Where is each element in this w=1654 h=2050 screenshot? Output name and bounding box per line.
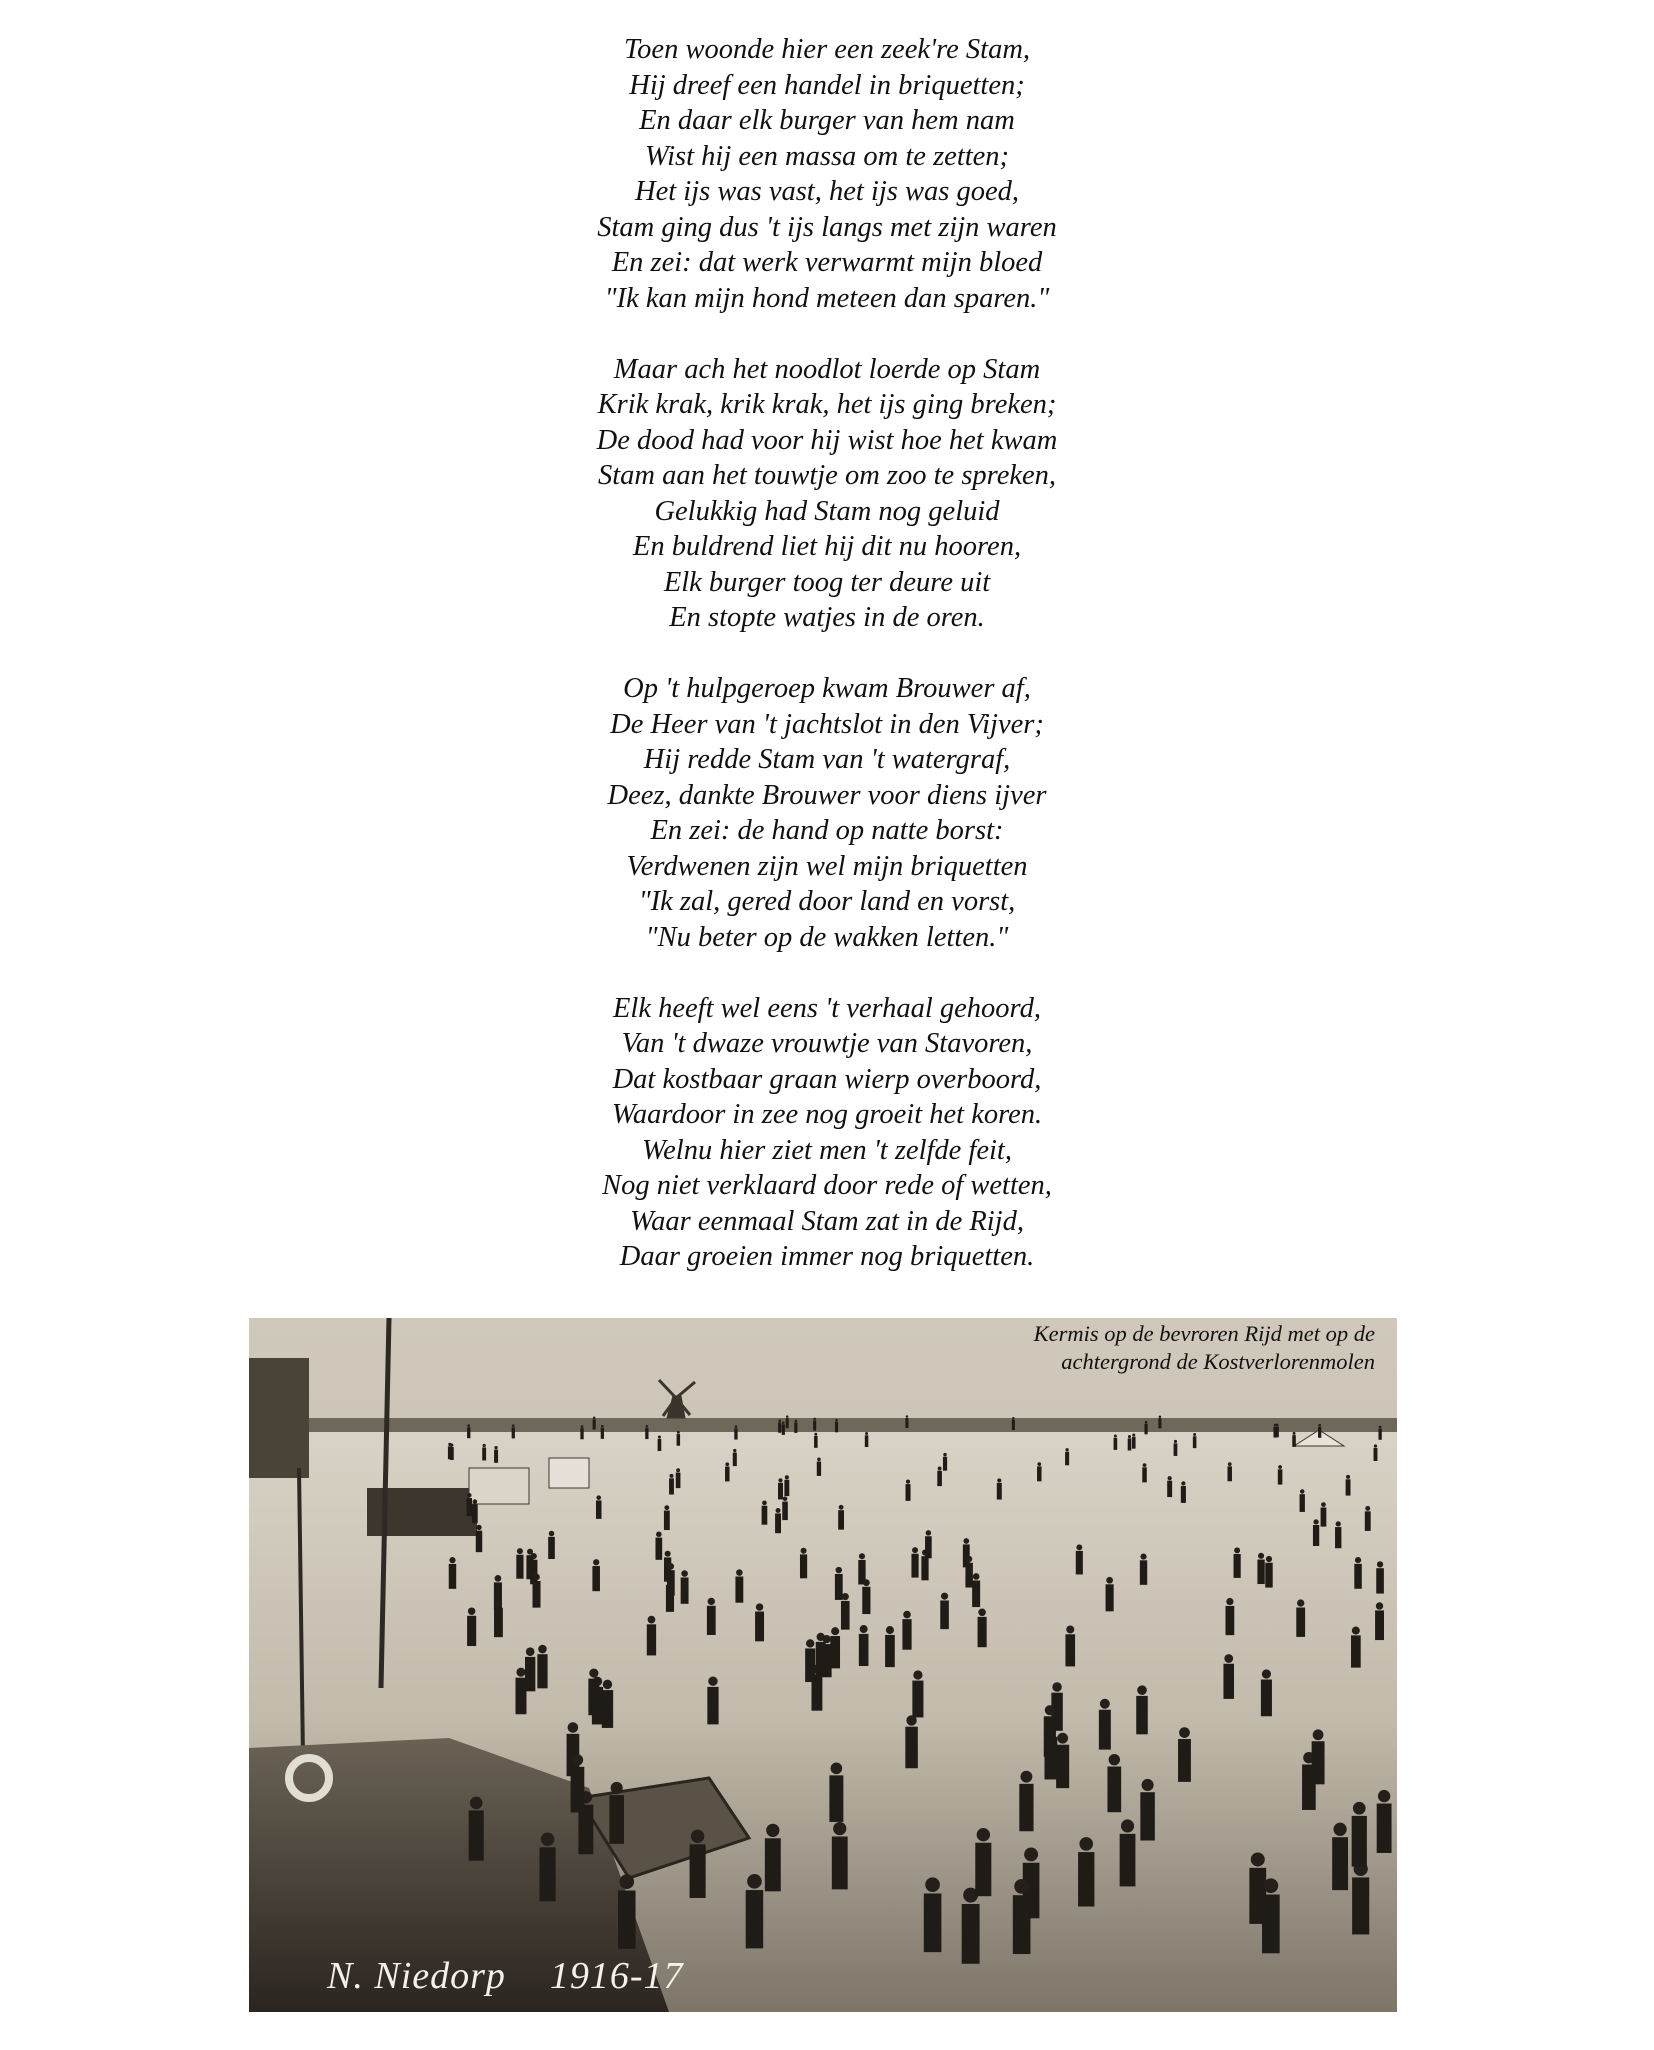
skater-figure [1318,1424,1321,1438]
skater-figure [975,1828,991,1896]
skater-figure [1174,1440,1178,1456]
skater-figure [1375,1602,1384,1640]
skater-figure [658,1436,662,1451]
skater-figure [592,1559,600,1591]
skater-figure [912,1670,923,1717]
skater-figure [1012,1417,1015,1430]
poem-line: Van 't dwaze vrouwtje van Stavoren, [621,1028,1033,1059]
poem-line: Krik krak, krik krak, het ijs ging breken; [597,389,1057,420]
skater-figure [1352,1862,1369,1935]
skater-figure [707,1598,716,1635]
skater-figure [1132,1433,1136,1448]
photo-signature [327,1954,684,1998]
skater-figure [1140,1554,1147,1585]
skater-figure [813,1418,816,1431]
skater-figure [734,1425,737,1439]
poem-line: Op 't hulpgeroep kwam Brouwer af, [623,673,1031,704]
skater-figure [746,1874,763,1948]
skater-figure [1346,1475,1351,1496]
poem-line: Elk burger toog ter deure uit [663,566,991,598]
skater-figure [733,1449,737,1466]
skater-figure [817,1458,821,1476]
poem-line: Gelukkig had Stam nog geluid [654,495,1000,527]
skater-figure [707,1677,718,1725]
skater-figure [450,1443,454,1460]
skater-figure [588,1668,599,1715]
poem-line: En daar elk burger van hem nam [639,105,1015,136]
skater-figure [1265,1556,1272,1588]
poem-line: Maar ach het noodlot loerde op Stam [613,353,1041,385]
skater-figure [1178,1727,1191,1782]
skater-figure [539,1833,555,1902]
skater-figure [841,1593,850,1630]
skater-figure [832,1822,848,1889]
skater-figure [778,1478,783,1499]
poem-line: Nog niet verklaard door rede of wetten, [602,1170,1052,1201]
skater-figure [858,1553,865,1584]
skater-figure [1352,1802,1367,1867]
skater-figure [838,1505,844,1530]
poem-line: De dood had voor hij wist hoe het kwam [596,424,1058,456]
poem-line: Deez, dankte Brouwer voor diens ijver [607,779,1047,811]
skater-figure [609,1782,624,1844]
skater-figure [1037,1462,1041,1481]
skater-figure [1140,1779,1154,1841]
skater-figure [669,1474,674,1495]
skater-figure [1276,1423,1279,1437]
skater-figure [937,1466,942,1486]
skater-figure [482,1444,486,1461]
skater-figure [1181,1481,1186,1503]
skater-figure [571,1754,585,1812]
skater-figure [862,1579,870,1614]
skater-figure [515,1668,526,1715]
poem-line: Stam aan het touwtje om zoo te spreken, [597,460,1057,491]
skater-figure [1193,1433,1197,1448]
skater-figure [1107,1754,1121,1812]
skater-figure [532,1574,540,1608]
skater-figure [782,1421,785,1435]
historic-photo [249,1318,1397,2012]
skater-figure [859,1625,869,1666]
poem-line: Welnu hier ziet men 't zelfde feit, [642,1134,1012,1166]
skater-figure [1044,1705,1056,1757]
skater-figure [1226,1598,1235,1635]
skater-figure [1076,1544,1083,1574]
skater-figure [1099,1699,1111,1750]
poem-line: En zei: dat werk verwarmt mijn bloed [611,247,1043,278]
skater-figure [972,1573,980,1607]
skater-figure [829,1763,843,1822]
skater-figure [1144,1421,1147,1434]
skater-figure [924,1877,942,1952]
poem-line: Dat kostbaar graan wierp overboord, [612,1063,1042,1095]
skater-figure [516,1548,523,1579]
skater-figure [978,1609,987,1648]
skater-figure [512,1424,515,1438]
skater-figure [725,1462,729,1481]
skater-figure [943,1453,947,1471]
skater-figure [835,1567,843,1600]
skater-figure [762,1501,768,1525]
skater-figure [925,1530,932,1558]
skater-figure [1167,1476,1172,1497]
poem-line: Waar eenmaal Stam zat in de Rijd, [630,1205,1024,1237]
poem-line: Hij dreef een handel in briquetten; [629,69,1025,101]
poem-line: Daar groeien immer nog briquetten. [619,1241,1035,1272]
skater-figure [962,1888,980,1964]
skater-figure [906,1479,911,1500]
skater-figure [667,1563,675,1596]
skater-figure [664,1505,670,1530]
poem-line: Verdwenen zijn wel mijn briquetten [626,850,1028,882]
skater-figure [690,1830,706,1898]
poem-line: "Ik zal, gered door land en vorst, [638,886,1016,917]
poem-line: Elk heeft wel eens 't verhaal gehoord, [613,992,1041,1024]
skater-figure [1136,1685,1148,1734]
skater-figure [1223,1654,1234,1699]
skater-figure [602,1680,613,1728]
skater-figure [645,1425,648,1439]
poem-line: Hij redde Stam van 't watergraf, [643,744,1011,775]
skater-figure [786,1415,789,1428]
skater-figure [765,1824,781,1892]
poem-line: En buldrend liet hij dit nu hooren, [632,531,1022,562]
skater-figure [997,1478,1002,1499]
skater-figure [1120,1819,1136,1886]
skater-figure [618,1874,636,1948]
skater-figure [1332,1823,1348,1890]
skater-figure [1278,1465,1283,1484]
skater-figure [1261,1669,1272,1716]
skater-figure [782,1496,788,1520]
skater-figure [1114,1435,1118,1450]
skater-figure [467,1607,476,1646]
skater-figure [1158,1415,1161,1428]
skater-figure [778,1419,781,1432]
skater-figure [805,1639,815,1682]
skater-figure [1257,1553,1264,1584]
skater-figure [1292,1432,1296,1447]
skater-figure [735,1569,743,1602]
poem-line: En zei: de hand op natte borst: [650,815,1004,846]
skater-figure [1128,1435,1132,1450]
skater-figure [784,1475,789,1496]
skater-figure [885,1626,895,1667]
skater-figure [965,1556,972,1588]
skater-figure [548,1531,555,1559]
skater-figure [596,1495,602,1519]
skater-figure [755,1603,764,1641]
poem [0,32,1654,1310]
skater-figure [526,1549,533,1580]
skater-figure [940,1593,949,1630]
poem-line: En stopte watjes in de oren. [669,602,985,633]
skater-figure [1056,1733,1069,1788]
poem-line: De Heer van 't jachtslot in den Vijver; [610,708,1044,740]
skater-figure [1354,1557,1361,1589]
skater-figure [467,1424,470,1438]
skater-figure [794,1420,797,1433]
skater-figure [676,1468,681,1488]
skater-figure [865,1432,869,1447]
skater-figure [1312,1729,1325,1784]
skater-figure [537,1645,547,1689]
skater-figure [911,1547,918,1577]
poem-line: Wist hij een massa om te zetten; [644,140,1010,172]
skater-figure [677,1431,680,1446]
skater-figure [1313,1519,1319,1546]
skater-figure [593,1417,596,1430]
skater-figure [601,1425,604,1439]
skater-figure [1065,1448,1069,1465]
skater-figure [1296,1599,1305,1636]
poem-stanza [0,352,1654,636]
skater-figure [1019,1771,1033,1831]
skater-figure [775,1508,781,1533]
poem-line: Waardoor in zee nog groeit het koren. [611,1099,1043,1130]
photo-caption [1034,1320,1375,1376]
skater-figure [1351,1627,1361,1668]
skater-figure [1377,1790,1392,1853]
skater-figure [655,1531,662,1559]
skater-figure [1106,1577,1114,1611]
skater-figure [1065,1625,1075,1666]
skater-figure [814,1433,818,1448]
skater-figure [469,1797,484,1861]
skater-figure [1365,1506,1371,1531]
skater-figure [905,1415,908,1428]
skater-figure [525,1647,535,1691]
caption-line: Kermis op de bevroren Rijd met op de [1033,1321,1375,1346]
poem-stanza [0,991,1654,1275]
caption-line: achtergrond de Kostverlorenmolen [1061,1349,1375,1374]
poem-stanza [0,671,1654,955]
skater-figure [472,1499,478,1523]
poem-line: "Ik kan mijn hond meteen dan sparen." [604,282,1050,314]
skater-figure [1234,1547,1241,1578]
skater-figure [494,1446,498,1463]
skater-figure [1262,1878,1280,1953]
signature-name: N. Niedorp [327,1955,506,1997]
skater-figure [647,1616,656,1656]
poem-line: Toen woonde hier een zeek're Stam, [623,34,1031,65]
skater-figure [1227,1462,1231,1481]
skater-figure [1335,1521,1341,1548]
skater-figure [1376,1561,1384,1593]
skater-figure [816,1633,826,1675]
skater-figure [1321,1502,1327,1526]
skater-figure [1374,1444,1378,1461]
skater-figure [467,1493,472,1516]
poem-stanza [0,32,1654,316]
skater-figure [494,1600,503,1638]
poem-line: Het ijs was vast, het ijs was goed, [635,176,1019,207]
skater-figure [1300,1489,1305,1512]
skater-figure [1378,1426,1381,1440]
skater-figure [681,1570,689,1604]
poem-line: "Nu beter op de wakken letten." [645,921,1009,953]
signature-year: 1916-17 [549,1955,684,1997]
skater-figure [1013,1879,1031,1954]
skater-figure [1078,1837,1094,1906]
skater-figure [449,1557,456,1589]
poem-line: Stam ging dus 't ijs langs met zijn waren [597,211,1057,243]
skater-figure [902,1611,911,1650]
skater-figure [830,1627,840,1668]
skater-figure [1142,1463,1147,1482]
skater-figure [905,1715,917,1768]
skater-figure [476,1525,482,1552]
skater-figure [800,1548,807,1579]
skating-scene-illustration [249,1318,1397,2012]
skater-figure [580,1425,583,1439]
skater-figure [835,1419,838,1432]
